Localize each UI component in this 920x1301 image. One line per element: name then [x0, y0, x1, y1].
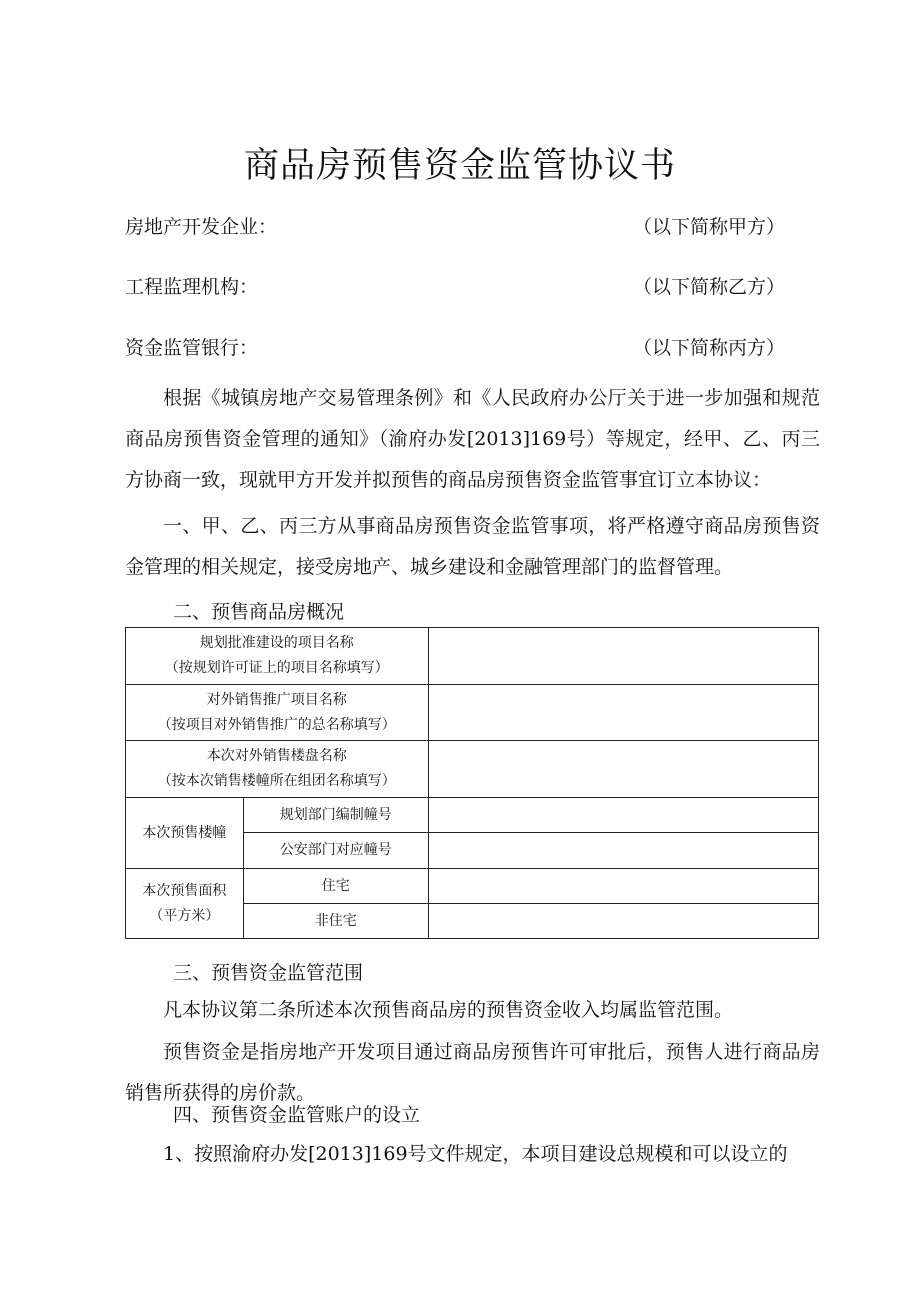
planning-number-label-cell: 规划部门编制幢号 [243, 798, 428, 833]
intro-paragraph: 根据《城镇房地产交易管理条例》和《人民政府办公厅关于进一步加强和规范商品房预售资金管理的通知》（渝府办发[2013]169号）等规定，经甲、乙、丙三方协商一致，现就甲方开发并拟预售的商品房预售资金监管事宜订立本协议： [125, 387, 820, 491]
document-title: 商品房预售资金监管协议书 [243, 146, 676, 186]
party-c-alias: （以下简称丙方） [632, 337, 785, 359]
planning-number-value-cell[interactable] [428, 798, 818, 833]
section-3-paragraph-1: 凡本协议第二条所述本次预售商品房的预售资金收入均属监管范围。 [163, 999, 734, 1021]
sales-name-value-cell[interactable] [428, 741, 818, 798]
property-overview-table [125, 627, 819, 939]
project-name-label-cell [126, 628, 429, 685]
building-label-cell: 本次预售楼幢 [126, 798, 244, 869]
promo-name-hint: （按项目对外销售推广的总名称填写） [157, 716, 396, 733]
party-c-label: 资金监管银行： [125, 337, 259, 359]
clause-1-paragraph: 一、甲、乙、丙三方从事商品房预售资金监管事项，将严格遵守商品房预售资金管理的相关规定，接受房地产、城乡建设和金融管理部门的监督管理。 [125, 515, 820, 578]
table-row [126, 741, 819, 798]
sales-name-label: 本次对外销售楼盘名称 [206, 748, 347, 764]
sales-name-label-cell [126, 741, 429, 798]
party-a-line [125, 212, 785, 239]
residential-value-cell[interactable] [428, 869, 818, 904]
non-residential-label-cell: 非住宅 [243, 904, 428, 939]
police-number-label-cell: 公安部门对应幢号 [243, 833, 428, 869]
project-name-hint: （按规划许可证上的项目名称填写） [164, 660, 389, 676]
residential-label-cell: 住宅 [243, 869, 428, 904]
area-label: 本次预售面积 [142, 882, 227, 899]
party-c-line [125, 333, 785, 360]
area-label-cell [126, 869, 244, 939]
promo-name-label: 对外销售推广项目名称 [206, 691, 347, 708]
table-row [126, 685, 819, 741]
party-a-label: 房地产开发企业： [125, 216, 278, 238]
project-name-value-cell[interactable] [428, 628, 818, 685]
area-unit: （平方米） [149, 907, 220, 924]
table-row [126, 869, 819, 904]
non-residential-value-cell[interactable] [428, 904, 818, 939]
section-3-paragraph-2: 预售资金是指房地产开发项目通过商品房预售许可审批后，预售人进行商品房销售所获得的房价款。 [125, 1041, 820, 1104]
table-row [126, 798, 819, 833]
promo-name-value-cell[interactable] [428, 685, 818, 741]
party-a-alias: （以下简称甲方） [632, 216, 785, 238]
party-b-alias: （以下简称乙方） [632, 276, 785, 298]
section-4-heading: 四、预售资金监管账户的设立 [173, 1104, 421, 1126]
party-b-line [125, 272, 785, 299]
party-b-label: 工程监理机构： [125, 276, 259, 298]
section-4-paragraph-1: 1、按照渝府办发[2013]169号文件规定，本项目建设总规模和可以设立的 [163, 1143, 788, 1165]
sales-name-hint: （按本次销售楼幢所在组团名称填写） [157, 773, 396, 789]
police-number-value-cell[interactable] [428, 833, 818, 869]
section-3-heading: 三、预售资金监管范围 [173, 962, 364, 984]
table-row [126, 628, 819, 685]
section-2-heading: 二、预售商品房概况 [173, 601, 345, 623]
project-name-label: 规划批准建设的项目名称 [199, 635, 354, 651]
promo-name-label-cell [126, 685, 429, 741]
